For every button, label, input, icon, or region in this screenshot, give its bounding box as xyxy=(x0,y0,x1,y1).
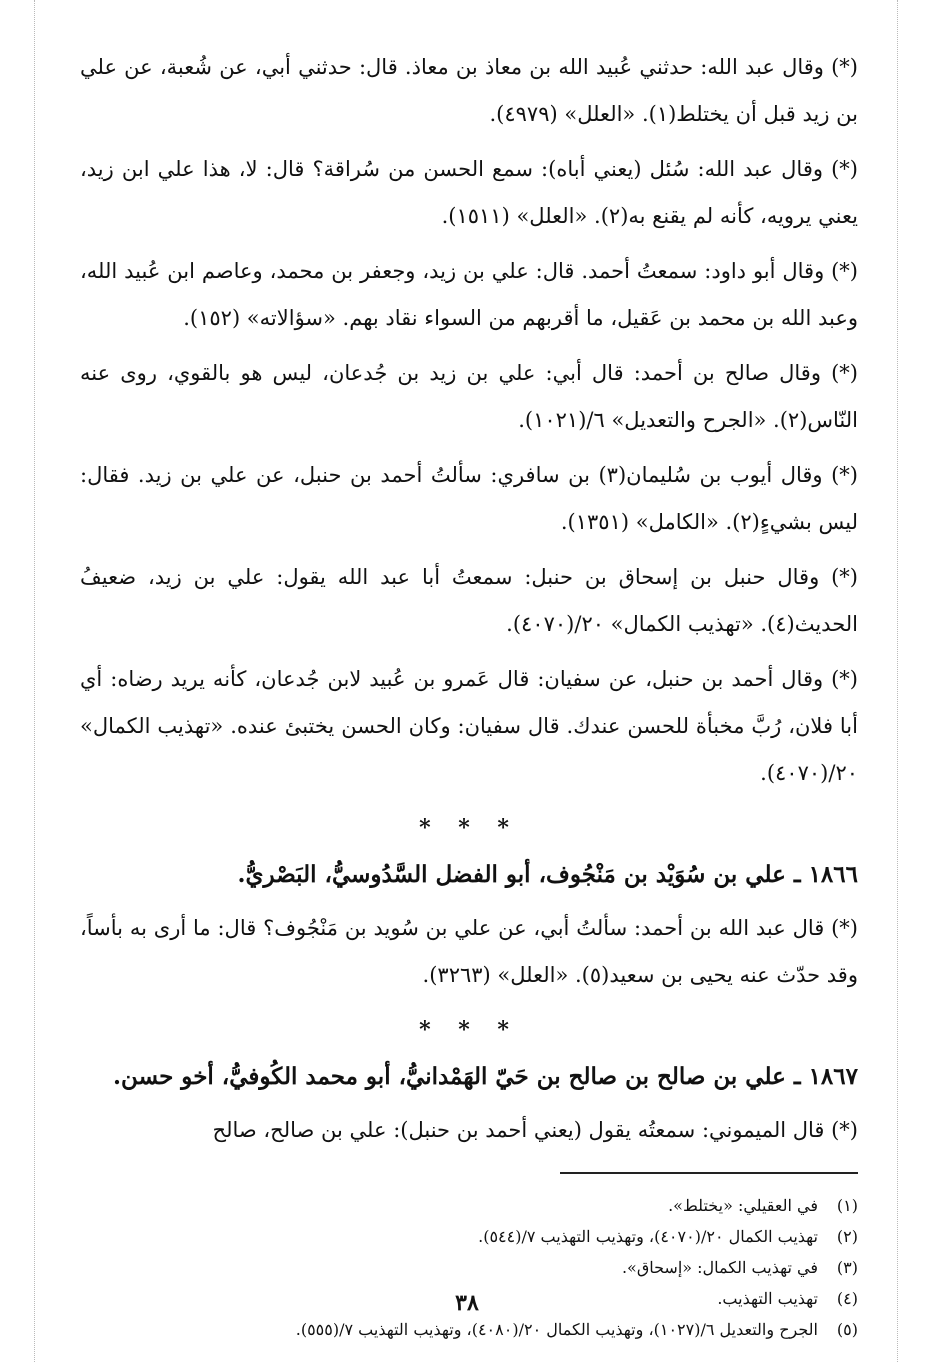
scan-guide-line xyxy=(34,0,35,1362)
footnote xyxy=(80,1252,858,1283)
footnote xyxy=(80,1221,858,1252)
section-separator: * * * xyxy=(419,815,519,841)
paragraph: (*) قال الميموني: سمعتُه يقول (يعني أحمد بن حنبل): علي بن صالح، صالح xyxy=(212,1118,858,1142)
paragraph: (*) وقال أحمد بن حنبل، عن سفيان: قال عَمرو بن عُبيد لابن جُدعان، كأنه يريد رضاه: أي أبا فلان، رُبَّ مخبأة للحسن عندك. قال سفيان: وكان الحسن يختبئ عنده. «تهذيب الكمال» ٢٠/(٤٠٧٠). xyxy=(80,667,858,785)
footnote xyxy=(80,1314,858,1345)
footnote-text: تهذيب التهذيب. xyxy=(717,1289,818,1308)
footnote-number: (٢) xyxy=(836,1227,858,1246)
footnote-number: (١) xyxy=(836,1196,858,1215)
section-separator: * * * xyxy=(419,1017,519,1043)
footnote-divider xyxy=(560,1172,858,1174)
page-number: ٣٨ xyxy=(455,1290,479,1316)
paragraph: (*) قال عبد الله بن أحمد: سألتُ أبي، عن علي بن سُويد بن مَنْجُوف؟ قال: ما أرى به بأساً، وقد حدّث عنه يحيى بن سعيد(٥). «العلل» (٣٢٦٣). xyxy=(80,916,858,987)
page-body xyxy=(80,44,858,1345)
entry-title-1866: ١٨٦٦ ـ علي بن سُوَيْد بن مَنْجُوف، أبو الفضل السَّدُوسيُّ، البَصْريُّ. xyxy=(237,861,858,888)
footnote xyxy=(80,1190,858,1221)
paragraph: (*) وقال عبد الله: سُئل (يعني أباه): سمع الحسن من سُراقة؟ قال: لا، هذا علي ابن زيد، يعني يرويه، كأنه لم يقنع به(٢). «العلل» (١٥١١). xyxy=(80,157,858,228)
scan-guide-line xyxy=(897,0,898,1362)
footnotes xyxy=(80,1190,858,1345)
paragraph: (*) وقال حنبل بن إسحاق بن حنبل: سمعتُ أبا عبد الله يقول: علي بن زيد، ضعيفُ الحديث(٤). «تهذيب الكمال» ٢٠/(٤٠٧٠). xyxy=(80,565,858,636)
footnote-number: (٣) xyxy=(836,1258,858,1277)
footnote-text: في العقيلي: «يختلط». xyxy=(668,1196,818,1215)
paragraph: (*) وقال أبو داود: سمعتُ أحمد. قال: علي بن زيد، وجعفر بن محمد، وعاصم ابن عُبيد الله، وعبد الله بن محمد بن عَقيل، ما أقربهم من السواء نقاد بهم. «سؤالاته» (١٥٢). xyxy=(80,259,858,330)
paragraph: (*) وقال صالح بن أحمد: قال أبي: علي بن زيد بن جُدعان، ليس هو بالقوي، روى عنه النّاس(٢). «الجرح والتعديل» ٦/(١٠٢١). xyxy=(80,361,858,432)
footnote-text: في تهذيب الكمال: «إسحاق». xyxy=(621,1258,818,1277)
entry-title-1867: ١٨٦٧ ـ علي بن صالح بن صالح بن حَيّ الهَمْدانيُّ، أبو محمد الكُوفيُّ، أخو حسن. xyxy=(113,1063,858,1090)
paragraph: (*) وقال أيوب بن سُليمان(٣) بن سافري: سألتُ أحمد بن حنبل، عن علي بن زيد. فقال: ليس بشيءٍ(٢). «الكامل» (١٣٥١). xyxy=(80,463,859,534)
footnote-text: الجرح والتعديل ٦/(١٠٢٧)، وتهذيب الكمال ٢٠/(٤٠٨٠)، وتهذيب التهذيب ٧/(٥٥٥). xyxy=(295,1320,818,1339)
footnote-number: (٥) xyxy=(836,1320,858,1339)
footnote-number: (٤) xyxy=(836,1289,858,1308)
footnote-text: تهذيب الكمال ٢٠/(٤٠٧٠)، وتهذيب التهذيب ٧/(٥٤٤). xyxy=(478,1227,818,1246)
paragraph: (*) وقال عبد الله: حدثني عُبيد الله بن معاذ بن معاذ. قال: حدثني أبي، عن شُعبة، عن علي بن زيد قبل أن يختلط(١). «العلل» (٤٩٧٩). xyxy=(80,55,858,126)
